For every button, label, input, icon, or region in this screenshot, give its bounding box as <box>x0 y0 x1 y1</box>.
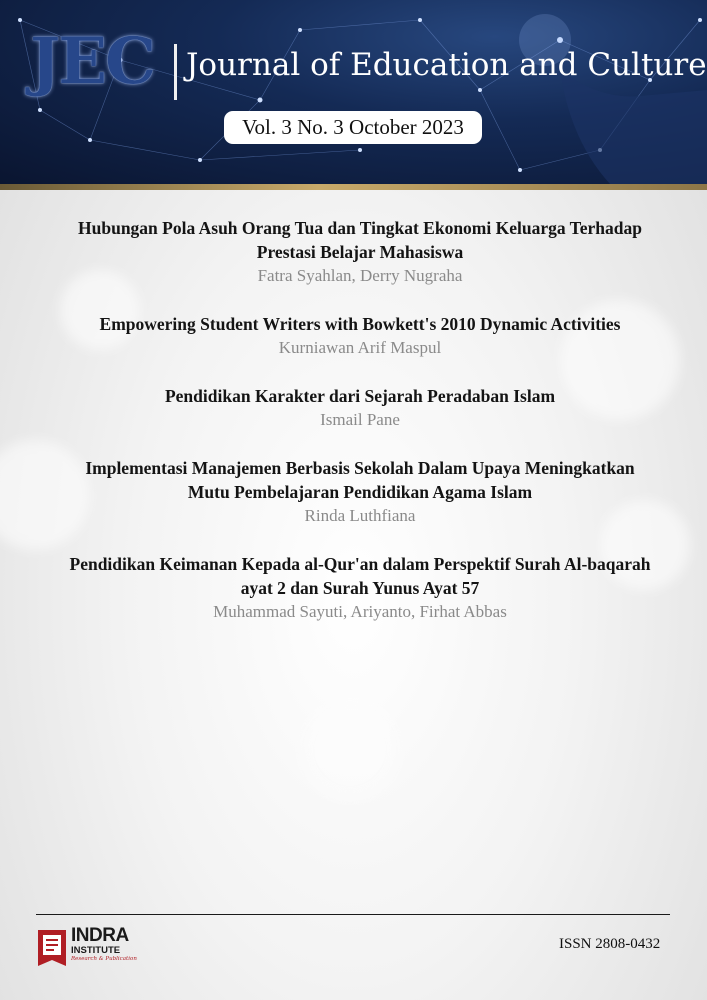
book-icon <box>36 926 68 970</box>
journal-logo: JEC <box>30 24 154 99</box>
article-list <box>40 216 680 648</box>
publisher-name: INDRA <box>71 925 129 946</box>
cover-header <box>0 0 707 184</box>
logo-divider <box>174 44 177 100</box>
bokeh-light <box>300 700 400 800</box>
article-item <box>40 384 680 432</box>
article-authors: Muhammad Sayuti, Ariyanto, Firhat Abbas <box>213 602 507 621</box>
article-title: Hubungan Pola Asuh Orang Tua dan Tingkat Ekonomi Keluarga Terhadap Prestasi Belajar Mahasiswa <box>78 218 642 262</box>
article-authors: Ismail Pane <box>320 410 400 429</box>
article-title: Pendidikan Keimanan Kepada al-Qur'an dalam Perspektif Surah Al-baqarah ayat 2 dan Surah Yunus Ayat 57 <box>69 554 651 598</box>
hand-silhouette <box>560 70 707 184</box>
volume-badge: Vol. 3 No. 3 October 2023 <box>224 111 482 144</box>
issn-number: ISSN 2808-0432 <box>559 936 661 952</box>
article-title: Implementasi Manajemen Berbasis Sekolah Dalam Upaya Meningkatkan Mutu Pembelajaran Pendidikan Agama Islam <box>85 458 635 502</box>
article-authors: Rinda Luthfiana <box>304 506 416 525</box>
article-item <box>40 456 680 528</box>
publisher-subtitle: INSTITUTE <box>71 945 121 956</box>
article-authors: Kurniawan Arif Maspul <box>278 338 442 357</box>
gold-divider <box>0 184 707 190</box>
article-authors: Fatra Syahlan, Derry Nugraha <box>257 266 463 285</box>
journal-title: Journal of Education and Culture <box>186 47 707 83</box>
publisher-tagline: Research & Publication <box>71 956 137 962</box>
article-item <box>40 312 680 360</box>
publisher-logo <box>36 924 146 972</box>
article-title: Pendidikan Karakter dari Sejarah Peradaban Islam <box>164 386 556 406</box>
article-title: Empowering Student Writers with Bowkett's 2010 Dynamic Activities <box>99 314 621 334</box>
article-item <box>40 552 680 624</box>
footer-divider <box>36 914 670 915</box>
article-item <box>40 216 680 288</box>
